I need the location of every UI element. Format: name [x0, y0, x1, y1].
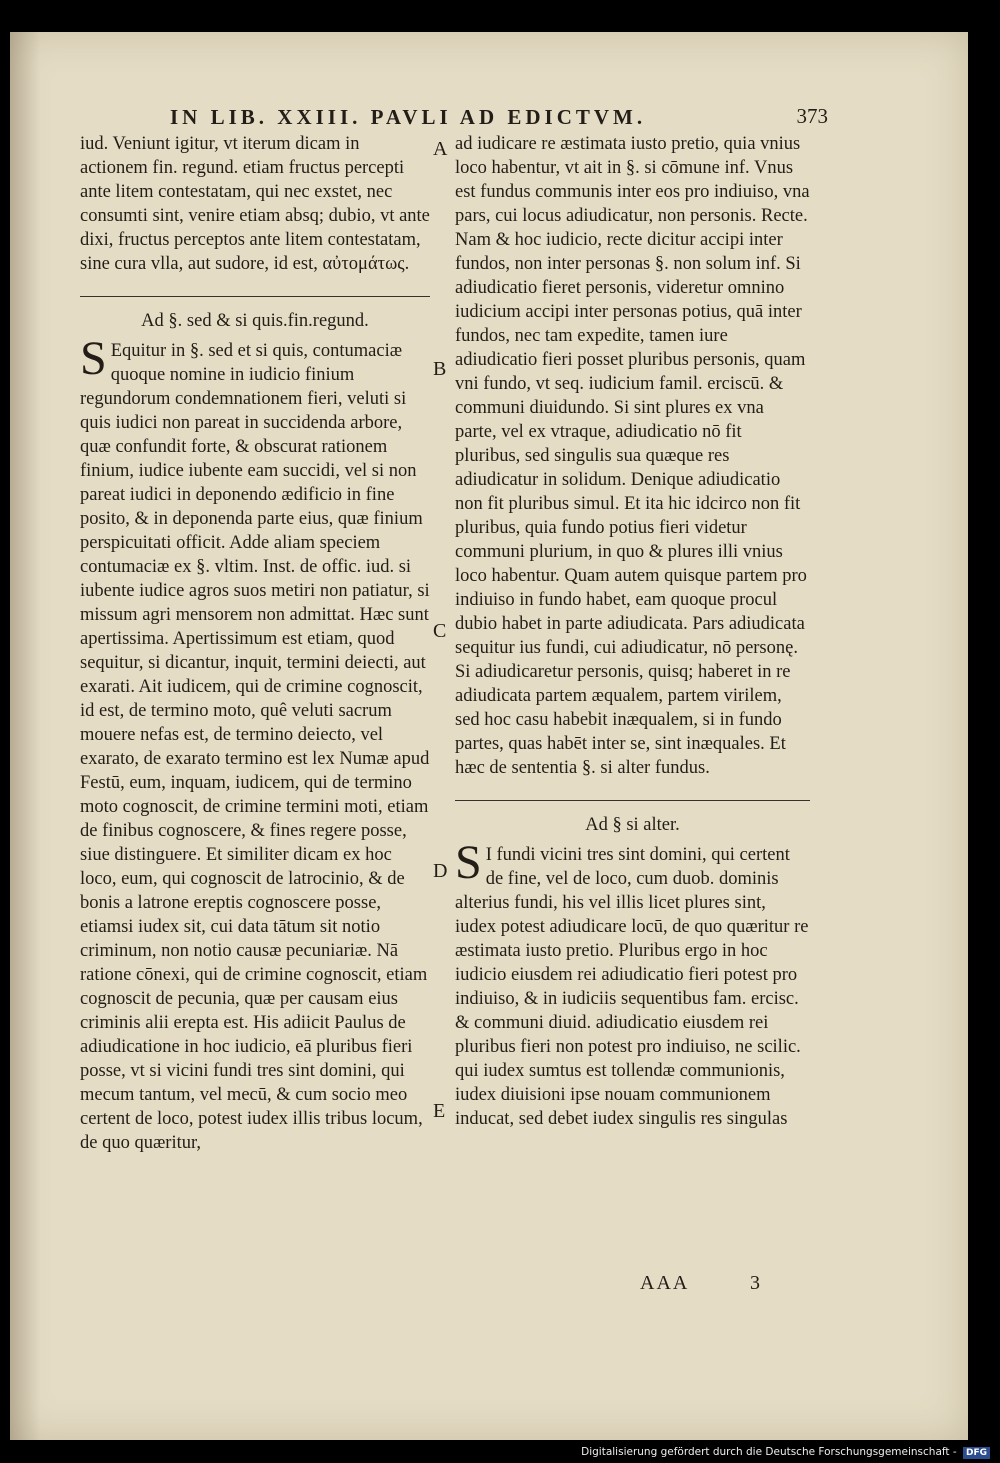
digitization-footer [581, 1446, 990, 1459]
running-head: IN LIB. XXIII. PAVLI AD EDICTVM. [170, 105, 647, 129]
section-rule [80, 296, 430, 297]
left-body-text [80, 332, 430, 1155]
page-number: 373 [796, 104, 828, 128]
left-column [80, 132, 430, 1155]
right-body-content: I fundi vicini tres sint domini, qui certent de fine, vel de loco, cum duob. dominis alterius fundi, his vel illis licet plures sint, iudex potest adiudicare locū, de quo quæritur re æstimata iusto pretio. Pluribus ergo in hoc iudicio eiusdem rei adiudicatio fieri potest pro indiuiso, & in iudiciis sequentibus fam. ercisc. & communi diuid. adiudicatio eiusdem rei pluribus fieri non potest pro indiuiso, ne scilic. qui iudex sumtus est tollendæ communionis, iudex diuisioni ipse nouam communionem inducat, sed debet iudex singulis res singulas [455, 845, 809, 1129]
right-body-text-2 [455, 836, 810, 1131]
margin-letter-c: C [433, 620, 447, 642]
section-rule [455, 800, 810, 801]
footer-text: Digitalisierung gefördert durch die Deutsche Forschungsgemeinschaft - [581, 1446, 957, 1458]
right-body-text: ad iudicare re æstimata iusto pretio, quia vnius loco habentur, vt ait in §. si cōmune inf. Vnus est fundus communis inter eos pro indiuiso, vna pars, cui locus adiudicatur, non personis. Recte. Nam & hoc iudicio, recte dicitur accipi inter fundos, non inter personas §. non solum inf. Si adiudicatio fieret personis, videretur omnino iudicium accipi inter personas potius, quā inter fundos, nec tam expedite, tamen iure adiudicatio fieri posset pluribus personis, quam vni fundo, vt seq. iudicium famil. erciscū. & communi diuidundo. Si sint plures ex vna parte, vel ex vtraque, adiudicatio nō fit pluribus, sed singulis sua quæque res adiudicatur in solidum. Denique adiudicatio non fit pluribus simul. Et ita hic idcirco non fit pluribus, quia fundo potius fieri videtur communi plurium, in quo & plures illi vnius loco habentur. Quam autem quisque partem pro indiuiso in fundo habet, eam quoque procul dubio habet in parte adiudicata. Pars adiudicata sequitur ius fundi, cui adiudicatur, nō personę. Si adiudicaretur personis, quisq; haberet in re adiudicata partem æqualem, partem virilem, sed hoc casu habebit inæqualem, si in fundo partes, quas habēt inter se, sint inæquales. Et hæc de sententia §. si alter fundus. [455, 134, 810, 778]
margin-letter-b: B [433, 358, 447, 380]
dfg-logo-icon: DFG [963, 1447, 990, 1459]
signature-mark: 3 [750, 1272, 760, 1294]
right-column [455, 132, 810, 1131]
margin-letter-e: E [433, 1100, 446, 1122]
margin-letter-a: A [433, 138, 448, 160]
catchword: AAA [640, 1272, 690, 1294]
drop-cap: S [80, 332, 107, 385]
left-intro-text: iud. Veniunt igitur, vt iterum dicam in actionem fin. regund. etiam fructus percepti ante litem contestatam, qui nec exstet, nec consumti sint, venire etiam absq; dubio, vt ante dixi, fructus perceptos ante litem contestatam, sine cura vlla, aut sudore, id est, αὐτομάτως. [80, 134, 430, 274]
left-body-content: Equitur in §. sed et si quis, contumaciæ quoque nomine in iudicio finium regundorum condemnationem fieri, veluti si quis iudici non pareat in succidenda arbore, quæ confundit forte, & obscurat rationem finium, iudice iubente eam succidi, vel si non pareat iudici in deponendo ædificio in fine posito, & in deponenda parte eius, quæ finium perspicuitati officit. Adde aliam speciem contumaciæ ex §. vltim. Inst. de offic. iud. si iubente iudice agros suos metiri non patiatur, si missum agri mensorem non admittat. Hæc sunt apertissima. Apertissimum est etiam, quod sequitur, si dicantur, inquit, termini deiecti, aut exarati. Ait iudicem, qui de crimine cognoscit, id est, de termino moto, quê veluti sacrum mouere nefas est, de termino deiecto, vel exarato, de exarato termino est lex Numæ apud Festū, eum, inquam, iudicem, qui de termino moto cognoscit, de crimine termini moti, etiam de finibus cognoscere, & fines regere posse, siue distinguere. Et similiter dicam ex hoc loco, eum, qui cognoscit de latrocinio, & de bonis a latrone ereptis cognoscere posse, etiamsi iudex sit, cui data tātum sit notio criminum, non notio causæ pecuniariæ. Nā ratione cōnexi, qui de crimine cognoscit, etiam cognoscit de pecunia, quæ per causam eius criminis alii erepta est. His adiicit Paulus de adiudicatione in hoc iudicio, eā pluribus fieri posse, vt si vicini fundi tres sint domini, qui mecum tantum, vel mecū, & cum socio meo certent de loco, potest iudex illis tribus locum, de quo quæritur, [80, 341, 430, 1153]
drop-cap: S [455, 836, 482, 889]
margin-letter-d: D [433, 860, 448, 882]
left-section-heading: Ad §. sed & si quis.fin.regund. [141, 311, 369, 331]
right-section-heading: Ad § si alter. [585, 815, 680, 835]
book-page [10, 32, 968, 1440]
